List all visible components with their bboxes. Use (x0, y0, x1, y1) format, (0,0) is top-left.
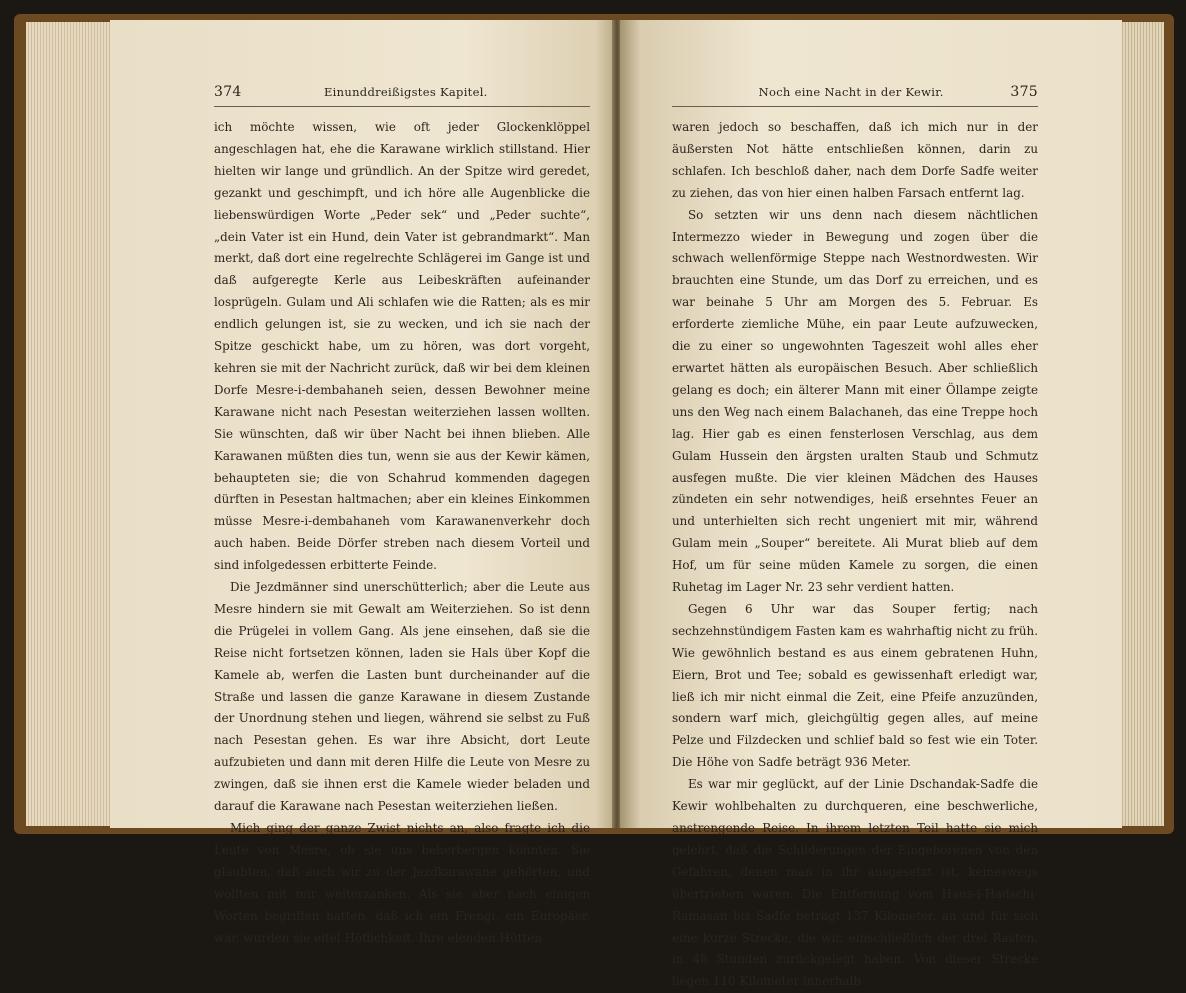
left-running-head (214, 84, 590, 102)
right-paragraph-2: So setzten wir uns denn nach diesem nächtlichen Intermezzo wieder in Bewegung und zogen über die schwach wellenförmige Steppe nach Westnordwesten. Wir brauchten eine Stunde, um das Dorf zu erreichen, und es war beinahe 5 Uhr am Morgen des 5. Februar. Es erforderte ziemliche Mühe, ein paar Leute aufzuwecken, die zu einer so ungewohnten Tageszeit wohl alles eher erwartet hätten als europäischen Besuch. Aber schließlich gelang es doch; ein älterer Mann mit einer Öllampe zeigte uns den Weg nach einem Balachaneh, das eine Treppe hoch lag. Hier gab es einen fensterlosen Verschlag, aus dem Gulam Hussein den ärgsten uralten Staub und Schmutz ausfegen mußte. Die vier kleinen Mädchen des Hauses zündeten ein sehr notwendiges, heiß ersehntes Feuer an und unterhielten sich recht ungeniert mit mir, während Gulam mein „Souper“ bereitete. Ali Murat blieb auf dem Hof, um für seine müden Kamele zu sorgen, die einen Ruhetag im Lager Nr. 23 sehr verdient hatten. (672, 207, 1038, 595)
right-running-title: Noch eine Nacht in der Kewir. (758, 85, 944, 99)
left-body-text (214, 117, 590, 949)
left-paragraph-3: Mich ging der ganze Zwist nichts an, also fragte ich die Leute von Mesre, ob sie uns beherbergen könnten. Sie glaubten, daß auch wir zu der Jezdkarawane gehörten, und wollten mit mir weiterzanken. Als sie aber nach einigen Worten begriffen hatten, daß ich ein Frengi, ein Europäer, war, wurden sie eitel Höflichkeit. Ihre elenden Hütten (214, 821, 590, 945)
left-page (110, 20, 616, 945)
left-paragraph-2: Die Jezdmänner sind unerschütterlich; aber die Leute aus Mesre hindern sie mit Gewalt am Weiterziehen. So ist denn die Prügelei in vollem Gang. Als jene einsehen, daß sie die Reise nicht fortsetzen können, laden sie Hals über Kopf die Kamele ab, werfen die Lasten bunt durcheinander auf die Straße und lassen die ganze Karawane in diesem Zustande der Unordnung stehen und liegen, während sie selbst zu Fuß nach Pesestan gehen. Es war ihre Absicht, dort Leute aufzubieten und dann mit deren Hilfe die Leute von Mesre zu zwingen, daß sie ihnen erst die Kamele wieder beladen und darauf die Karawane nach Pesestan weiterziehen ließen. (214, 580, 590, 814)
right-paragraph-3: Gegen 6 Uhr war das Souper fertig; nach sechzehnstündigem Fasten kam es wahrhaftig nicht zu früh. Wie gewöhnlich bestand es aus einem gebratenen Huhn, Eiern, Brot und Tee; sobald es gewissenhaft erledigt war, ließ ich mir nicht einmal die Zeit, eine Pfeife anzuzünden, sondern warf mich, gleichgültig gegen alles, auf meine Pelze und Filzdecken und schlief bald so fest wie ein Toter. Die Höhe von Sadfe beträgt 936 Meter. (672, 601, 1038, 770)
right-paragraph-4: Es war mir geglückt, auf der Linie Dschandak-Sadfe die Kewir wohlbehalten zu durchqueren, eine beschwerliche, anstrengende Reise. In ihrem letzten Teil hatte sie mich gelehrt, daß die Schilderungen der Eingeborenen von den Gefahren, denen man in ihr ausgesetzt ist, keineswegs übertrieben waren. Die Entfernung vom Haus-i-Hadschi-Ramasan bis Sadfe beträgt 137 Kilometer, an und für sich eine kurze Strecke, die wir, einschließlich der drei Rasten, in 48 Stunden zurückgelegt haben. Von dieser Strecke liegen 110 Kilometer innerhalb (672, 777, 1038, 989)
right-page (620, 20, 1122, 989)
right-body-text (672, 117, 1038, 993)
left-running-title: Einunddreißigstes Kapitel. (323, 85, 488, 99)
left-head-rule (214, 106, 590, 107)
left-page-number: 374 (214, 84, 242, 100)
page-edges-right (1120, 22, 1164, 826)
left-paragraph-1: ich möchte wissen, wie oft jeder Glockenklöppel angeschlagen hat, ehe die Karawane wirklich stillstand. Hier hielten wir lange und gründlich. An der Spitze wird geredet, gezankt und geschimpft, und ich höre alle Augenblicke die liebenswürdigen Worte „Peder sek“ und „Peder suchte“, „dein Vater ist ein Hund, dein Vater ist gebrandmarkt“. Man merkt, daß dort eine regelrechte Schlägerei im Gange ist und daß aufgeregte Kerle aus Leibeskräften aufeinander losprügeln. Gulam und Ali schlafen wie die Ratten; als es mir endlich gelungen ist, sie zu wecken, und ich sie nach der Spitze geschickt habe, um zu hören, was dort vorgeht, kehren sie mit der Nachricht zurück, daß wir bei dem kleinen Dorfe Mesre-i-dembahaneh seien, dessen Bewohner meine Karawane nicht nach Pesestan weiterziehen lassen wollten. Sie wünschten, daß wir über Nacht bei ihnen blieben. Alle Karawanen müßten dies tun, wenn sie aus der Kewir kämen, behaupteten sie; die von Schahrud kommenden dagegen dürften in Pesestan haltmachen; aber ein kleines Einkommen müsse Mesre-i-dembahaneh vom Karawanenverkehr doch auch haben. Beide Dörfer streben nach diesem Vorteil und sind infolgedessen erbitterte Feinde. (214, 120, 590, 573)
right-head-rule (672, 106, 1038, 107)
right-paragraph-1: waren jedoch so beschaffen, daß ich mich nur in der äußersten Not hätte entschließen können, darin zu schlafen. Ich beschloß daher, nach dem Dorfe Sadfe weiter zu ziehen, das von hier einen halben Farsach entfernt lag. (672, 120, 1038, 200)
right-page-number: 375 (1010, 84, 1038, 100)
right-running-head (672, 84, 1038, 102)
